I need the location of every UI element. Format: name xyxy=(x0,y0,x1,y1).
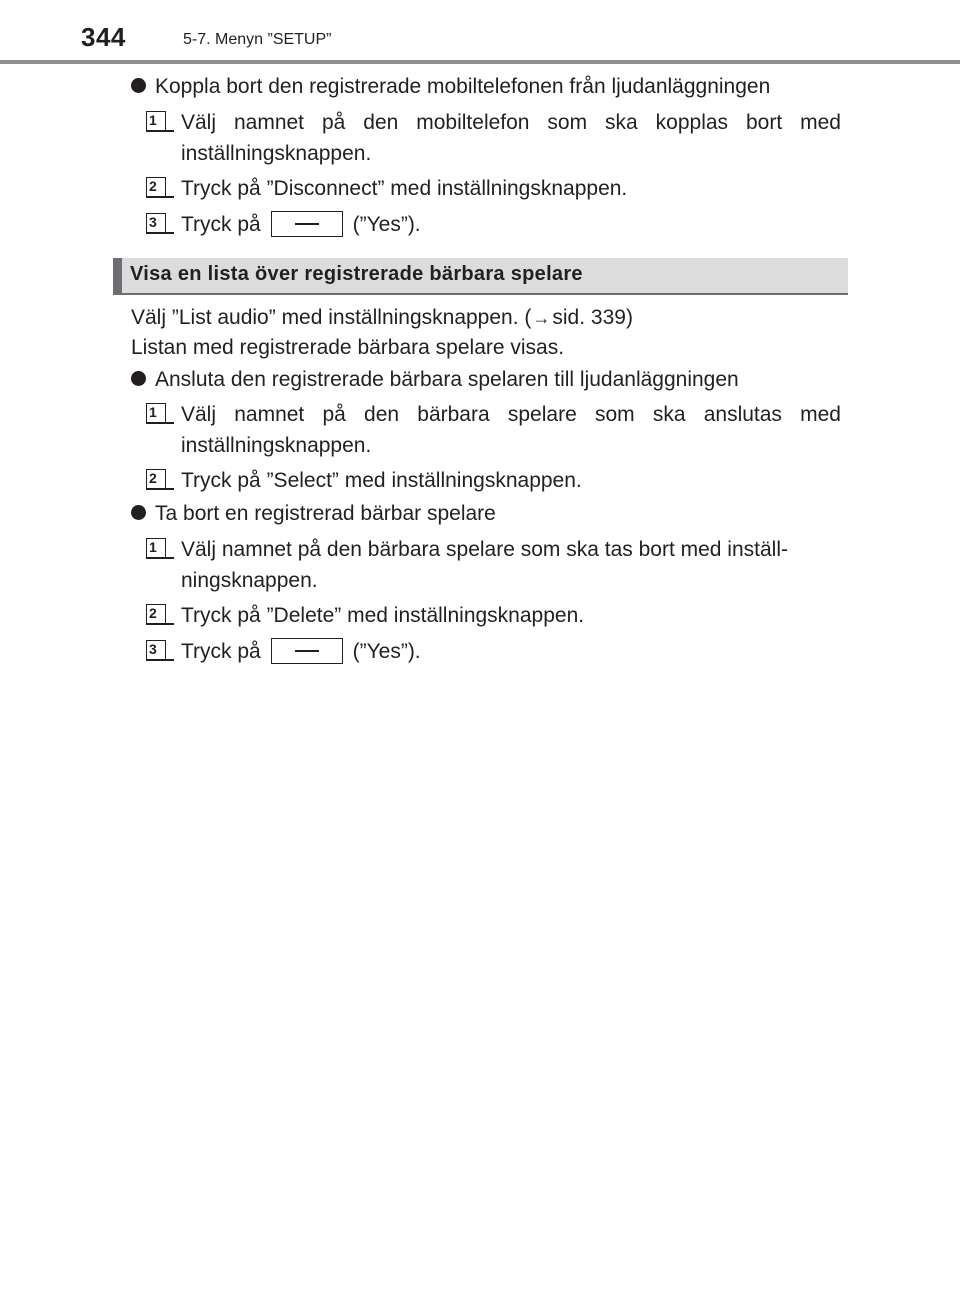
step-text-after: (”Yes”). xyxy=(352,640,421,663)
step-rule xyxy=(146,557,174,559)
step-text: Tryck på ”Disconnect” med inställningsknappen. xyxy=(181,177,628,200)
bullet-text: Ansluta den registrerade bärbara spelaren till ljudanläggningen xyxy=(155,368,739,391)
step-rule xyxy=(146,196,174,198)
step-text xyxy=(181,209,841,240)
section-heading-bar xyxy=(113,258,122,293)
step-rule xyxy=(146,232,174,234)
step-rule xyxy=(146,659,174,661)
step-rule xyxy=(146,130,174,132)
step-number-box xyxy=(146,213,166,233)
bullet-dot-icon xyxy=(131,371,146,386)
step-number-box xyxy=(146,604,166,624)
step-number: 3 xyxy=(149,641,157,657)
step-rule xyxy=(146,623,174,625)
step-number: 2 xyxy=(149,178,157,194)
bullet-item xyxy=(131,364,739,395)
right-arrow-icon: → xyxy=(532,308,551,328)
step-text: Tryck på ”Select” med inställningsknappen. xyxy=(181,469,582,492)
step-number: 2 xyxy=(149,470,157,486)
intro-line: Listan med registrerade bärbara spelare visas. xyxy=(131,336,565,359)
step-number: 1 xyxy=(149,112,157,128)
step-text-before: Tryck på xyxy=(181,640,261,663)
step-rule xyxy=(146,488,174,490)
intro-text-after: sid. 339) xyxy=(552,306,633,329)
bullet-dot-icon xyxy=(131,78,146,93)
dash-key-icon xyxy=(271,211,343,237)
step-number-box xyxy=(146,538,166,558)
section-heading xyxy=(113,258,848,295)
bullet-text: Ta bort en registrerad bärbar spelare xyxy=(155,502,496,525)
step-number-box xyxy=(146,469,166,489)
step-number: 1 xyxy=(149,539,157,555)
step-text xyxy=(181,636,841,667)
step-number: 2 xyxy=(149,605,157,621)
step-text: Välj namnet på den bärbara spelare som ska tas bort med inställ-ningsknappen. xyxy=(181,538,788,592)
intro-text-before: Välj ”List audio” med inställningsknappen. ( xyxy=(131,306,532,329)
step-number-box xyxy=(146,403,166,423)
step-text: Välj namnet på den mobiltelefon som ska kopplas bort med inställningsknappen. xyxy=(181,111,841,165)
section-heading-title: Visa en lista över registrerade bärbara spelare xyxy=(130,263,583,285)
step-number-box xyxy=(146,177,166,197)
step-number: 3 xyxy=(149,214,157,230)
step-text: Tryck på ”Delete” med inställningsknappen. xyxy=(181,604,585,627)
header-rule xyxy=(0,60,960,64)
page-number: 344 xyxy=(81,22,126,52)
step-number-box xyxy=(146,640,166,660)
step-text-after: (”Yes”). xyxy=(352,213,421,236)
dash-key-icon xyxy=(271,638,343,664)
bullet-item xyxy=(131,71,770,102)
bullet-text: Koppla bort den registrerade mobiltelefonen från ljudanläggningen xyxy=(155,75,771,98)
step-rule xyxy=(146,422,174,424)
step-text: Välj namnet på den bärbara spelare som ska anslutas med inställningsknappen. xyxy=(181,403,841,457)
bullet-item xyxy=(131,498,496,529)
step-text-before: Tryck på xyxy=(181,213,261,236)
section-label: 5-7. Menyn ”SETUP” xyxy=(183,31,332,48)
step-number-box xyxy=(146,111,166,131)
step-number: 1 xyxy=(149,404,157,420)
bullet-dot-icon xyxy=(131,505,146,520)
intro-line xyxy=(131,302,633,334)
